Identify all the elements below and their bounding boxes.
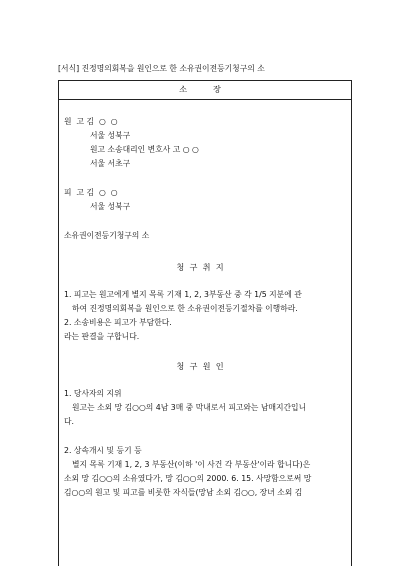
plaintiff-agent: 원고 소송대리인 변호사 고 ○ ○ (90, 145, 199, 154)
claim-item-1-line-1: 1. 피고는 원고에게 별지 목록 기재 1, 2, 3부동산 중 각 1/5 지분에 관 (64, 290, 302, 299)
defendant-address: 서울 성북구 (90, 202, 131, 211)
cause-section-1-line-2: 다. (64, 417, 75, 426)
cause-section-2-line-1: 별지 목록 기재 1, 2, 3 부동산(이하 '이 사건 각 부동산'이라 합니다)은 (72, 460, 311, 469)
claim-item-1-line-2: 하여 진정명의회복을 원인으로 한 소유권이전등기절차를 이행하라. (72, 304, 298, 313)
plaintiff-name: 원 고 김 ○ ○ (64, 117, 118, 126)
defendant-name: 피 고 김 ○ ○ (64, 188, 118, 197)
document-title: 소 장 (179, 84, 221, 94)
title-divider (58, 99, 351, 100)
cause-section-1-line-1: 원고는 소외 망 김○○의 4남 3매 중 막내로서 피고와는 남매지간입니 (72, 403, 307, 412)
cause-heading: 청 구 원 인 (176, 361, 224, 371)
claim-item-2: 2. 소송비용은 피고가 부담한다. (64, 318, 172, 327)
cause-section-1-title: 1. 당사자의 지위 (64, 389, 122, 398)
plaintiff-agent-address: 서울 서초구 (90, 159, 131, 168)
plaintiff-address: 서울 성북구 (90, 131, 131, 140)
claim-heading: 청 구 취 지 (176, 262, 224, 272)
cause-section-2-line-2: 소외 망 김○○의 소유였다가, 망 김○○의 2000. 6. 15. 사망함으로써 망 (64, 474, 312, 483)
case-name: 소유권이전등기청구의 소 (64, 231, 150, 240)
claim-closing: 라는 판결을 구합니다. (64, 332, 140, 341)
cause-section-2-line-3: 김○○의 원고 및 피고를 비롯한 자식들(망남 소외 김○○, 장녀 소외 김 (64, 488, 303, 497)
cause-section-2-title: 2. 상속개시 및 등기 등 (64, 446, 142, 455)
form-caption: [서식] 진정명의회복을 원인으로 한 소유권이전등기청구의 소 (58, 64, 265, 73)
